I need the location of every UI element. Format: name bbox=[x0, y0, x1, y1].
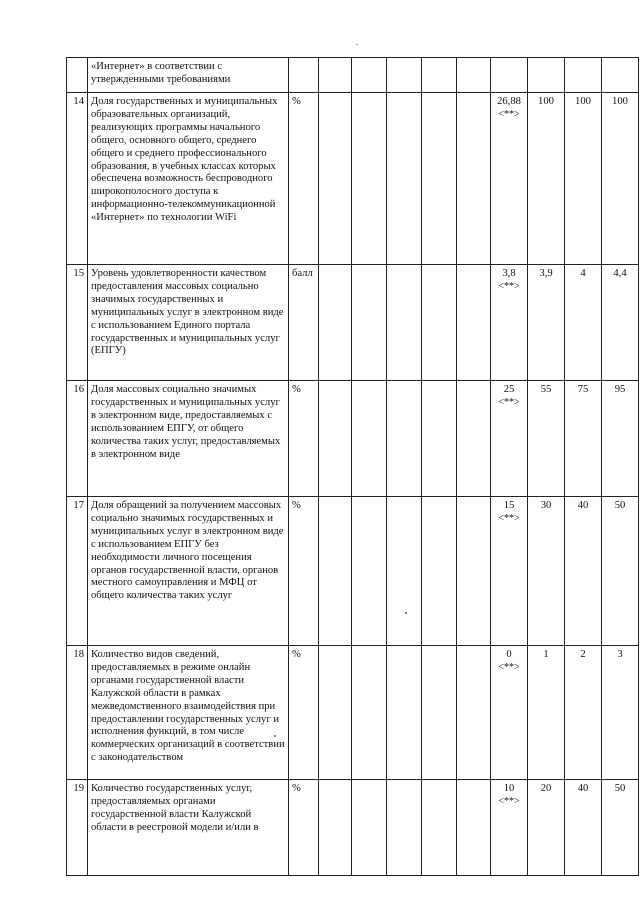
empty-value-cell bbox=[387, 497, 422, 646]
target-value-cell-v3: 95 bbox=[602, 381, 639, 497]
empty-value-cell bbox=[457, 93, 491, 265]
base-value-cell bbox=[491, 780, 528, 876]
empty-value-cell bbox=[319, 646, 352, 780]
target-value-cell-v2: 75 bbox=[565, 381, 602, 497]
target-value-cell-v1 bbox=[528, 58, 565, 93]
target-value-cell-v3: 3 bbox=[602, 646, 639, 780]
target-value-cell-v3: 50 bbox=[602, 497, 639, 646]
indicator-name-cell: «Интернет» в соответствии с утвержденными требованиями bbox=[88, 58, 289, 93]
empty-value-cell bbox=[422, 780, 457, 876]
target-value-cell-v1: 20 bbox=[528, 780, 565, 876]
empty-value-cell bbox=[387, 780, 422, 876]
target-value-cell-v2: 4 bbox=[565, 265, 602, 381]
empty-value-cell bbox=[457, 58, 491, 93]
empty-value-cell bbox=[352, 265, 387, 381]
empty-value-cell bbox=[319, 265, 352, 381]
indicator-name-cell: Уровень удовлетворенности качеством предоставления массовых социально значимых государственных и муниципальных услуг в электронном виде с использованием Единого портала государственных и муниципальных услуг (ЕПГУ) bbox=[88, 265, 289, 381]
unit-cell: % bbox=[289, 497, 319, 646]
base-value-cell bbox=[491, 265, 528, 381]
indicator-name-cell: Количество государственных услуг, предоставляемых органами государственной власти Калужской области в реестровой модели и/или в bbox=[88, 780, 289, 876]
target-value-cell-v2: 2 bbox=[565, 646, 602, 780]
table-row bbox=[67, 646, 639, 780]
base-value-cell bbox=[491, 497, 528, 646]
target-value-cell-v3 bbox=[602, 58, 639, 93]
indicator-name-cell: Количество видов сведений, предоставляемых в режиме онлайн органами государственной власти Калужской области в рамках межведомственного взаимодействия при предоставлении государственных услуг и исполнения функций, в том числе коммерческих организаций в соответствии с законодательством bbox=[88, 646, 289, 780]
unit-cell: % bbox=[289, 93, 319, 265]
base-value-cell bbox=[491, 381, 528, 497]
row-number-cell bbox=[67, 58, 88, 93]
base-value-cell bbox=[491, 646, 528, 780]
target-value-cell-v1: 3,9 bbox=[528, 265, 565, 381]
empty-value-cell bbox=[387, 646, 422, 780]
empty-value-cell bbox=[457, 497, 491, 646]
target-value-cell-v2: 40 bbox=[565, 780, 602, 876]
empty-value-cell bbox=[352, 93, 387, 265]
empty-value-cell bbox=[387, 265, 422, 381]
footnote-mark: <**> bbox=[498, 795, 520, 807]
table-row bbox=[67, 58, 639, 93]
unit-cell bbox=[289, 58, 319, 93]
empty-value-cell bbox=[422, 93, 457, 265]
target-value-cell-v3: 100 bbox=[602, 93, 639, 265]
base-value-cell bbox=[491, 93, 528, 265]
empty-value-cell bbox=[457, 265, 491, 381]
empty-value-cell bbox=[422, 497, 457, 646]
row-number-cell: 19 bbox=[67, 780, 88, 876]
empty-value-cell bbox=[319, 58, 352, 93]
row-number-cell: 16 bbox=[67, 381, 88, 497]
empty-value-cell bbox=[352, 646, 387, 780]
table-row bbox=[67, 265, 639, 381]
footnote-mark: <**> bbox=[498, 512, 520, 524]
table-row bbox=[67, 93, 639, 265]
target-value-cell-v1: 30 bbox=[528, 497, 565, 646]
target-value-cell-v1: 55 bbox=[528, 381, 565, 497]
scan-speck bbox=[274, 735, 276, 737]
base-value: 26,88 bbox=[497, 96, 521, 107]
empty-value-cell bbox=[457, 381, 491, 497]
empty-value-cell bbox=[319, 497, 352, 646]
target-value-cell-v2: 100 bbox=[565, 93, 602, 265]
base-value-cell bbox=[491, 58, 528, 93]
table-body bbox=[67, 58, 639, 876]
base-value: 10 bbox=[503, 783, 515, 794]
empty-value-cell bbox=[352, 58, 387, 93]
empty-value-cell bbox=[422, 381, 457, 497]
indicator-name-cell: Доля обращений за получением массовых социально значимых государственных и муниципальных услуг в электронном виде с использованием ЕПГУ без необходимости личного посещения органов государственной власти, органов местного самоуправления и МФЦ от общего количества таких услуг bbox=[88, 497, 289, 646]
footnote-mark: <**> bbox=[498, 396, 520, 408]
unit-cell: % bbox=[289, 646, 319, 780]
empty-value-cell bbox=[352, 780, 387, 876]
empty-value-cell bbox=[319, 780, 352, 876]
table-row bbox=[67, 497, 639, 646]
unit-cell: балл bbox=[289, 265, 319, 381]
empty-value-cell bbox=[422, 265, 457, 381]
empty-value-cell bbox=[352, 497, 387, 646]
empty-value-cell bbox=[319, 93, 352, 265]
empty-value-cell bbox=[457, 780, 491, 876]
base-value: 0 bbox=[506, 649, 512, 660]
target-value-cell-v2: 40 bbox=[565, 497, 602, 646]
unit-cell: % bbox=[289, 780, 319, 876]
indicator-name-cell: Доля государственных и муниципальных образовательных организаций, реализующих программы начального общего, основного общего, среднего общего и среднего профессионального образования, в учебных классах которых обеспечена возможность беспроводного широкополосного доступа к информационно-телекоммуникационной «Интернет» по технологии WiFi bbox=[88, 93, 289, 265]
empty-value-cell bbox=[319, 381, 352, 497]
footnote-mark: <**> bbox=[498, 661, 520, 673]
empty-value-cell bbox=[387, 381, 422, 497]
target-value-cell-v2 bbox=[565, 58, 602, 93]
empty-value-cell bbox=[387, 93, 422, 265]
base-value: 3,8 bbox=[502, 268, 516, 279]
target-value-cell-v3: 50 bbox=[602, 780, 639, 876]
footnote-mark: <**> bbox=[498, 108, 520, 120]
target-value-cell-v1: 1 bbox=[528, 646, 565, 780]
table-row bbox=[67, 780, 639, 876]
indicator-name-cell: Доля массовых социально значимых государственных и муниципальных услуг в электронном виде, предоставляемых с использованием ЕПГУ, от общего количества таких услуг, предоставляемых в электронном виде bbox=[88, 381, 289, 497]
scan-speck bbox=[356, 44, 358, 45]
empty-value-cell bbox=[422, 58, 457, 93]
empty-value-cell bbox=[457, 646, 491, 780]
table-row bbox=[67, 381, 639, 497]
row-number-cell: 18 bbox=[67, 646, 88, 780]
empty-value-cell bbox=[352, 381, 387, 497]
scan-speck bbox=[405, 612, 407, 614]
unit-cell: % bbox=[289, 381, 319, 497]
row-number-cell: 17 bbox=[67, 497, 88, 646]
row-number-cell: 15 bbox=[67, 265, 88, 381]
row-number-cell: 14 bbox=[67, 93, 88, 265]
base-value: 15 bbox=[503, 500, 515, 511]
footnote-mark: <**> bbox=[498, 280, 520, 292]
indicators-table bbox=[66, 57, 639, 876]
empty-value-cell bbox=[387, 58, 422, 93]
target-value-cell-v3: 4,4 bbox=[602, 265, 639, 381]
base-value: 25 bbox=[503, 384, 515, 395]
empty-value-cell bbox=[422, 646, 457, 780]
target-value-cell-v1: 100 bbox=[528, 93, 565, 265]
